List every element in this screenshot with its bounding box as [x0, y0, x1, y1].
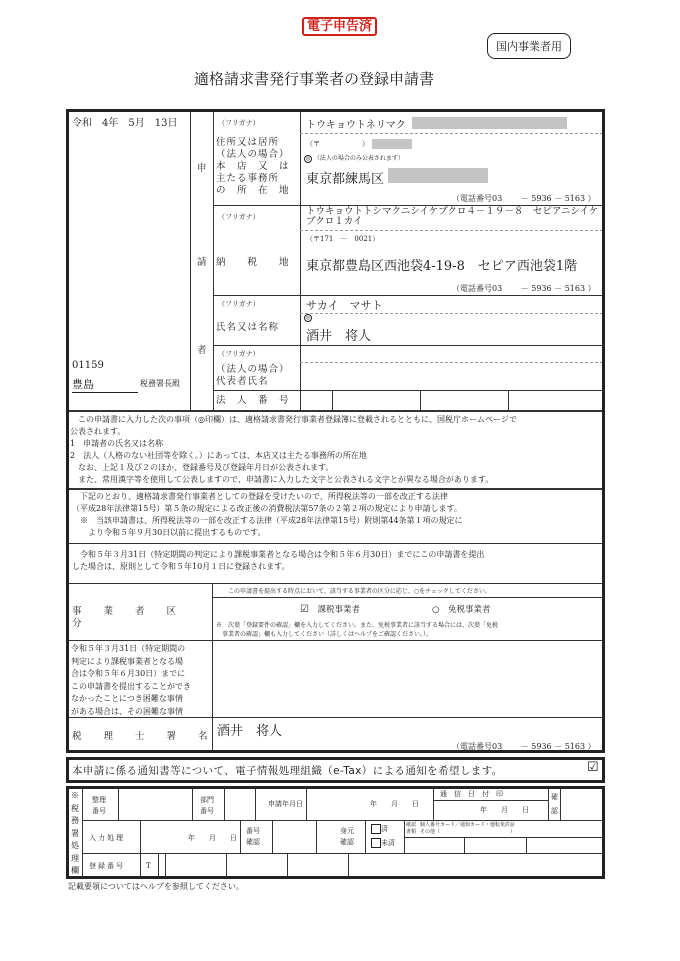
address-postal[interactable]: （〒 ） — [306, 140, 369, 148]
tax-office-suffix: 税務署長殿 — [140, 379, 180, 388]
application-date-label: 申請年月日 — [268, 800, 303, 808]
date-placeholder: 年 月 日 — [370, 800, 419, 808]
etax-checkbox-checked-icon[interactable]: ☑ — [587, 760, 599, 775]
registration-date-statement: 令和５年３月31日（特定期間の判定により課税事業者となる場合は令和５年６月30日）までにこの申請書を提出 した場合は、原則として令和５年10月１日に登録されます。 — [72, 550, 485, 571]
category-instruction: この申請書を提出する時点において、該当する事業者の区分に応じ、○をチェックしてください。 — [228, 588, 491, 595]
checked-radio-icon: ☑ — [300, 604, 309, 615]
furigana-label: （フリガナ） — [218, 119, 260, 127]
page-title: 適格請求書発行事業者の登録申請書 — [194, 70, 435, 88]
publication-notice: この申請書に入力した次の事項（◎印欄）は、適格請求書発行事業者登録簿に登載されるとともに、国税庁ホームページで 公表されます。 1 申請者の氏名又は名称 2 法人（人格のない社団等を除く。）にあっては、本店又は主たる事務所の所在地 なお、上記１及び２のほか、登録番号及び登録年月日が公表されます。 また、常用漢字等を使用して公表しますので、申請書に入力した文字と公表される文字とが異なる場合があります。 — [70, 415, 517, 484]
documents-text: 個人番号カード／通知カード・運転免許証 その他（ ） — [420, 822, 516, 835]
tax-accountant-signature[interactable]: 酒井 将人 — [217, 724, 283, 739]
footer-note: 記載要領についてはヘルプを参照してください。 — [68, 882, 244, 891]
corp-number-label: 法 人 番 号 — [216, 395, 290, 406]
business-category-label: 事 業 者 区 分 — [72, 606, 199, 629]
checkbox[interactable] — [371, 824, 381, 834]
applicant-label: 者 — [197, 345, 208, 356]
postmark-label: 通 信 日 付 印 — [440, 790, 503, 798]
tax-accountant-phone[interactable]: （電話番号03 － 5936 － 5163 ） — [452, 742, 596, 751]
radio-icon: ○ — [432, 605, 440, 615]
confirm-label: 確認 — [551, 793, 558, 815]
public-mark-icon: ◎ — [305, 155, 311, 162]
taxplace-label: 納 税 地 — [216, 257, 290, 268]
rep-label: （法人の場合） 代表者氏名 — [216, 364, 290, 387]
seiri-label: 整理番号 — [92, 796, 106, 815]
public-mark-icon: ◎ — [305, 314, 311, 321]
documents-label: 確認書類 — [406, 822, 417, 835]
difficulty-label: 令和５年３月31日（特定期間の 判定により課税事業者となる場 合は令和５年６月30日）までに この申請書を提出することができ なかったことにつき困難な事情 がある場合は、その困難な事情 — [71, 644, 191, 716]
tax-accountant-label: 税 理 士 署 名 — [72, 731, 209, 742]
category-note: ※ 次葉「登録要件の確認」欄を入力してください。また、免税事業者に該当する場合には、次葉「免税 事業者の確認」欄も入力してください（詳しくはヘルプをご確認ください。）。 — [216, 622, 499, 638]
date-placeholder: 年 月 日 — [188, 834, 237, 842]
option-taxable[interactable]: ☑ 課税事業者 — [300, 604, 360, 615]
applicant-label: 申 — [197, 163, 208, 174]
domestic-business-badge: 国内事業者用 — [487, 33, 571, 59]
registration-number-label: 登録番号 — [89, 862, 125, 870]
registration-prefix: T — [146, 862, 151, 870]
etax-notice-text: 本申請に係る通知書等について、電子情報処理組織（e-Tax）による通知を希望します。 — [72, 765, 503, 777]
number-confirm-label: 番号確認 — [246, 827, 260, 846]
done-label: 済 — [381, 825, 388, 833]
address-phone[interactable]: （電話番号03 － 5936 － 5163 ） — [452, 194, 596, 203]
name-label: 氏名又は名称 — [216, 322, 280, 333]
office-code: 01159 — [72, 360, 104, 371]
furigana-label: （フリガナ） — [218, 350, 260, 358]
bumon-label: 部門番号 — [200, 796, 214, 815]
applicant-label: 請 — [197, 257, 208, 268]
office-use-label: ※税務署処理欄 — [71, 791, 79, 875]
date-placeholder: 年 月 日 — [480, 806, 529, 814]
e-filed-stamp: 電子申告済 — [302, 17, 377, 36]
tax-office-name[interactable]: 豊島 — [72, 376, 138, 393]
address-note: （法人の場合のみ公表されます） — [313, 155, 404, 162]
application-date: 令和 4年 5月 13日 — [72, 118, 178, 129]
taxplace-postal[interactable]: （〒171 － 0021） — [306, 235, 380, 243]
difficulty-input[interactable] — [214, 642, 602, 716]
checkbox[interactable] — [371, 838, 381, 848]
name-value[interactable]: 酒井 将人 — [306, 329, 372, 344]
taxplace-furigana[interactable]: トウキョウトトシマクニシイケブクロ４－１９－８ セピアニシイケブクロ１カイ — [306, 206, 599, 227]
option-exempt[interactable]: ○ 免税事業者 — [432, 605, 491, 615]
identity-confirm-label: 身元確認 — [340, 827, 354, 846]
address-value[interactable]: 東京都練馬区 — [306, 172, 385, 187]
not-done-label: 未済 — [381, 839, 395, 847]
taxplace-phone[interactable]: （電話番号03 － 5936 － 5163 ） — [452, 284, 596, 293]
furigana-label: （フリガナ） — [218, 300, 260, 308]
furigana-label: （フリガナ） — [218, 213, 260, 221]
address-furigana[interactable]: トウキョウトネリマク — [306, 120, 406, 131]
application-statement: 下記のとおり、適格請求書発行事業者としての登録を受けたいので、所得税法等の一部を改正する法律 （平成28年法律第15号）第５条の規定による改正後の消費税法第57条の２第２項の規定により申請します。 ※ 当該申請書は、所得税法等の一部を改正する法律（平成28年法律第15号）附則第44条第１項の規定に より令和５年９月30日以前に提出するものです。 — [72, 492, 463, 537]
taxplace-value[interactable]: 東京都豊島区西池袋4-19-8 セピア西池袋1階 — [306, 259, 578, 274]
address-label: 住所又は居所 （法人の場合） 本 店 又 は 主たる事務所 の 所 在 地 — [216, 137, 290, 196]
name-furigana[interactable]: サカイ マサト — [306, 299, 383, 312]
input-processing-label: 入力処理 — [89, 834, 125, 842]
